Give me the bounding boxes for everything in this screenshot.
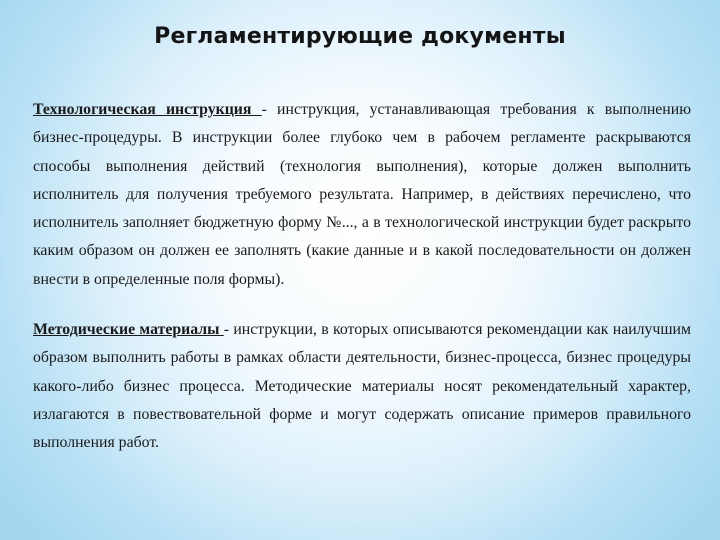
slide-title: Регламентирующие документы	[154, 24, 566, 49]
paragraph-methodical-materials	[33, 316, 691, 457]
paragraph-technological-instruction	[33, 96, 691, 294]
definition-methodical-materials: - инструкции, в которых описываются рекомендации как наилучшим образом выполнить работы в рамках области деятельности, бизнес-процесса, бизнес процедуры какого-либо бизнес процесса. Методические материалы носят рекомендательный характер, излагаются в повествовательной форме и могут содержать описание примеров правильного выполнения работ.	[33, 321, 691, 452]
term-methodical-materials: Методические материалы	[33, 321, 224, 338]
definition-technological-instruction: - инструкция, устанавливающая требования к выполнению бизнес-процедуры. В инструкции более глубоко чем в рабочем регламенте раскрываются способы выполнения действий (технология выполнения), которые должен выполнить исполнитель для получения требуемого результата. Например, в действиях перечислено, что исполнитель заполняет бюджетную форму №..., а в технологической инструкции будет раскрыто каким образом он должен ее заполнять (какие данные и в какой последовательности он должен внести в определенные поля формы).	[33, 101, 692, 288]
term-technological-instruction: Технологическая инструкция	[33, 101, 262, 118]
